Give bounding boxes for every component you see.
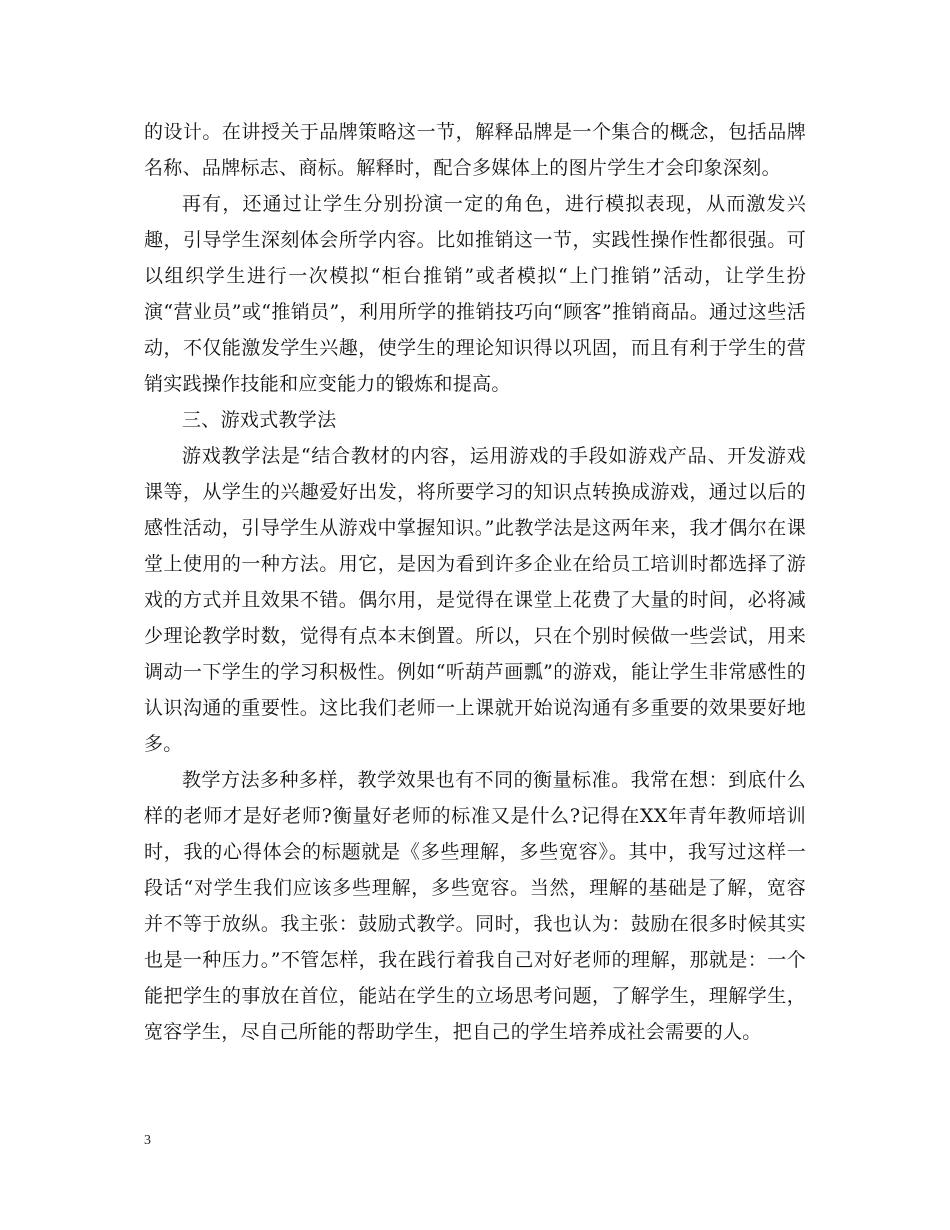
paragraph-role-play: 再有，还通过让学生分别扮演一定的角色，进行模拟表现，从而激发兴趣，引导学生深刻体会所学内容。比如推销这一节，实践性操作性都很强。可以组织学生进行一次模拟“柜台推销”或者模拟“上门推销”活动，让学生扮演“营业员”或“推销员”，利用所学的推销技巧向“顾客”推销商品。通过这些活动，不仅能激发学生兴趣，使学生的理论知识得以巩固，而且有利于学生的营销实践操作技能和应变能力的锻炼和提高。 bbox=[144, 193, 806, 395]
document-body bbox=[144, 114, 806, 1050]
paragraph-continuation: 的设计。在讲授关于品牌策略这一节，解释品牌是一个集合的概念，包括品牌名称、品牌标志、商标。解释时，配合多媒体上的图片学生才会印象深刻。 bbox=[144, 121, 806, 179]
paragraph-game-teaching: 游戏教学法是“结合教材的内容，运用游戏的手段如游戏产品、开发游戏课等，从学生的兴趣爱好出发，将所要学习的知识点转换成游戏，通过以后的感性活动，引导学生从游戏中掌握知识。”此教学法是这两年来，我才偶尔在课堂上使用的一种方法。用它，是因为看到许多企业在给员工培训时都选择了游戏的方式并且效果不错。偶尔用，是觉得在课堂上花费了大量的时间，必将减少理论教学时数，觉得有点本末倒置。所以，只在个别时候做一些尝试，用来调动一下学生的学习积极性。例如“听葫芦画瓢”的游戏，能让学生非常感性的认识沟通的重要性。这比我们老师一上课就开始说沟通有多重要的效果要好地多。 bbox=[144, 445, 806, 755]
page-number: 3 bbox=[144, 1133, 151, 1148]
section-heading-game-teaching: 三、游戏式教学法 bbox=[182, 409, 337, 431]
paragraph-conclusion: 教学方法多种多样，教学效果也有不同的衡量标准。我常在想：到底什么样的老师才是好老师?衡量好老师的标准又是什么?记得在XX年青年教师培训时，我的心得体会的标题就是《多些理解，多些宽容》。其中，我写过这样一段话“对学生我们应该多些理解，多些宽容。当然，理解的基础是了解，宽容并不等于放纵。我主张：鼓励式教学。同时，我也认为：鼓励在很多时候其实也是一种压力。”不管怎样，我在践行着我自己对好老师的理解，那就是：一个能把学生的事放在首位，能站在学生的立场思考问题，了解学生，理解学生，宽容学生，尽自己所能的帮助学生，把自己的学生培养成社会需要的人。 bbox=[144, 769, 806, 1043]
